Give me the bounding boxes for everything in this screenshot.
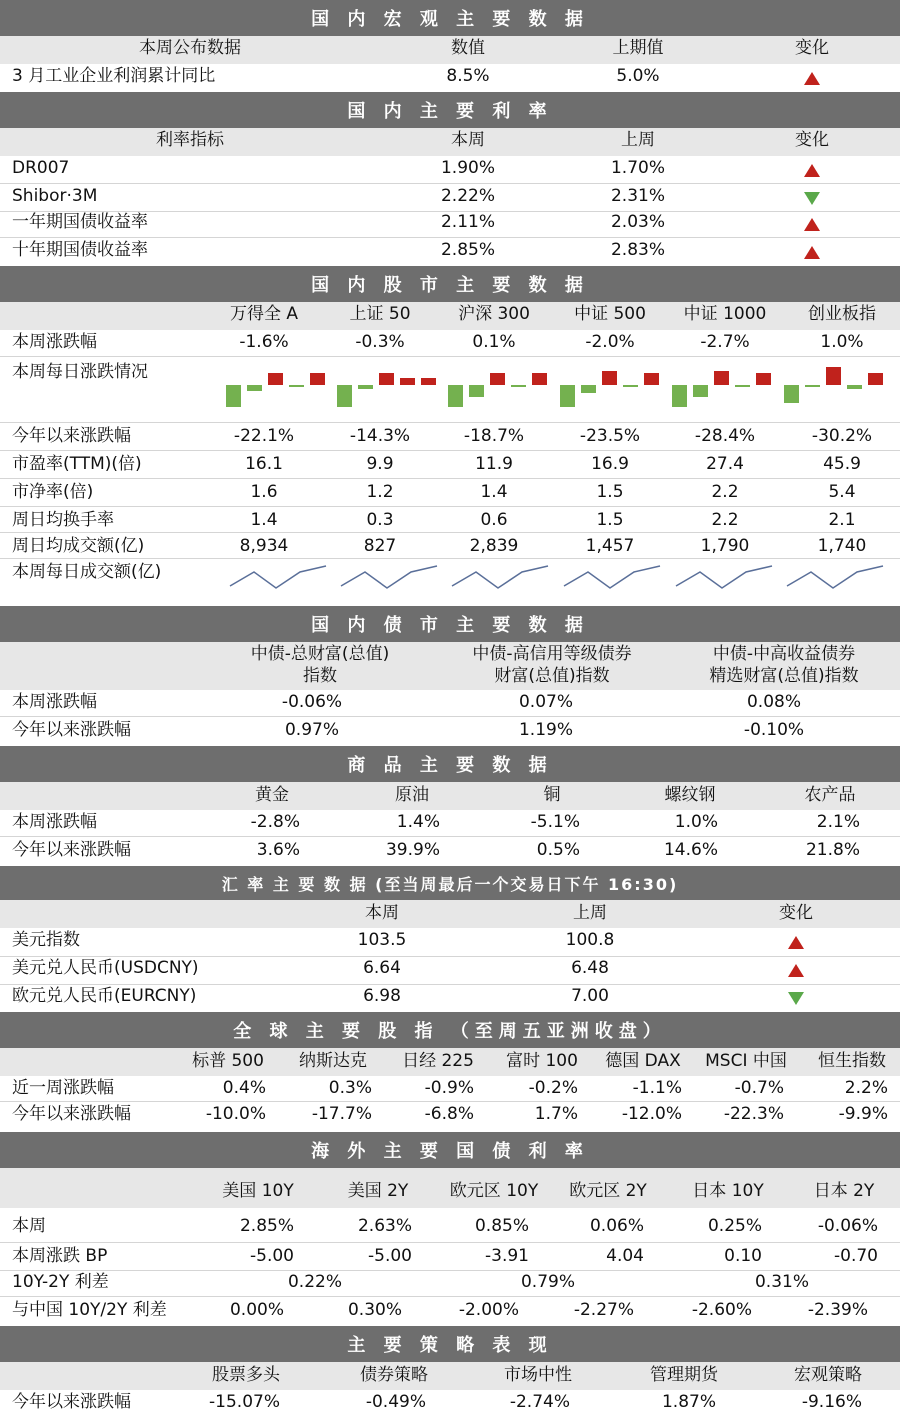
value-cell: 39.9% — [385, 840, 440, 860]
daily-change-bar — [644, 373, 659, 385]
value-cell: 1.6 — [250, 482, 278, 502]
daily-change-bar — [847, 385, 862, 389]
value-cell: 11.9 — [475, 454, 513, 474]
value-cell: 0.07% — [518, 692, 574, 712]
row-label: 今年以来涨跌幅 — [12, 1392, 131, 1412]
row-label: 本周 — [12, 1216, 46, 1236]
column-header: 原油 — [395, 785, 429, 805]
value-cell: 0.85% — [474, 1216, 529, 1236]
column-header: 中证 500 — [574, 304, 646, 324]
column-header: 指数 — [303, 666, 337, 686]
section-title-overseas: 海 外 主 要 国 债 利 率 — [0, 1132, 900, 1168]
commodity-header-row — [0, 782, 900, 810]
column-header: 日经 225 — [402, 1051, 474, 1071]
value-cell: -0.10% — [743, 720, 805, 740]
value-cell: -2.39% — [807, 1300, 868, 1320]
row-label: 与中国 10Y/2Y 利差 — [12, 1300, 167, 1320]
arrow-down-icon — [804, 192, 820, 205]
row-divider — [0, 1270, 900, 1271]
row-divider — [0, 237, 900, 238]
row-divider — [0, 450, 900, 451]
row-label: 本周每日成交额(亿) — [12, 562, 162, 582]
column-header: 标普 500 — [192, 1051, 264, 1071]
value-cell: 8.5% — [446, 66, 490, 86]
value-cell: 0.97% — [284, 720, 340, 740]
value-cell: 0.25% — [707, 1216, 762, 1236]
column-header: 中债-中高收益债券 — [712, 644, 856, 664]
value-cell: -0.06% — [281, 692, 343, 712]
row-divider — [0, 506, 900, 507]
daily-change-bar — [400, 378, 415, 385]
row-label: 本周涨跌幅 — [12, 812, 97, 832]
value-cell: 1.5 — [596, 482, 624, 502]
row-divider — [0, 1242, 900, 1243]
daily-change-bar — [672, 385, 687, 407]
daily-change-bar — [693, 385, 708, 397]
value-cell: 16.1 — [245, 454, 283, 474]
daily-change-bar — [337, 385, 352, 407]
row-label: 今年以来涨跌幅 — [12, 426, 131, 446]
row-divider — [0, 183, 900, 184]
value-cell: -2.27% — [573, 1300, 634, 1320]
column-header: 上期值 — [612, 38, 664, 58]
arrow-up-icon — [804, 218, 820, 231]
column-header: 市场中性 — [504, 1365, 572, 1385]
column-header: 中债-高信用等级债券 — [472, 644, 632, 664]
daily-change-bar — [490, 373, 505, 385]
row-label: 美元指数 — [12, 930, 80, 950]
value-cell: -6.8% — [424, 1104, 474, 1124]
value-cell: 1,790 — [700, 536, 750, 556]
value-cell: 2.1% — [816, 812, 860, 832]
value-cell: 0.22% — [287, 1272, 343, 1292]
column-header: 农产品 — [804, 785, 856, 805]
arrow-up-icon — [804, 246, 820, 259]
value-cell: 2.2 — [711, 482, 739, 502]
value-cell: -15.07% — [209, 1392, 280, 1412]
daily-change-bar — [379, 373, 394, 385]
value-cell: 0.5% — [536, 840, 580, 860]
column-header: 中证 1000 — [683, 304, 767, 324]
daily-amount-sparkline — [564, 566, 664, 596]
value-cell: -18.7% — [463, 426, 525, 446]
value-cell: 6.48 — [571, 958, 609, 978]
column-header: 日本 10Y — [692, 1181, 764, 1201]
daily-change-bar — [735, 385, 750, 387]
column-header: 上证 50 — [349, 304, 411, 324]
value-cell: 45.9 — [823, 454, 861, 474]
value-cell: 2.22% — [440, 186, 496, 206]
column-header: 宏观策略 — [794, 1365, 862, 1385]
column-header: 富时 100 — [506, 1051, 578, 1071]
row-label: 今年以来涨跌幅 — [12, 720, 131, 740]
value-cell: -5.00 — [250, 1246, 294, 1266]
value-cell: 2,839 — [469, 536, 519, 556]
row-label: 本周每日涨跌情况 — [12, 362, 148, 382]
column-header: 欧元区 2Y — [569, 1181, 647, 1201]
value-cell: 2.1 — [828, 510, 856, 530]
column-header: 数值 — [451, 38, 485, 58]
daily-change-bar — [756, 373, 771, 385]
daily-change-bar — [826, 367, 841, 385]
value-cell: -22.3% — [723, 1104, 784, 1124]
column-header: 沪深 300 — [458, 304, 530, 324]
column-header: 债券策略 — [360, 1365, 428, 1385]
value-cell: 5.4 — [828, 482, 856, 502]
arrow-down-icon — [788, 992, 804, 1005]
row-label: 周日均换手率 — [12, 510, 114, 530]
column-header: 中债-总财富(总值) — [250, 644, 390, 664]
rates-header-row — [0, 128, 900, 156]
row-divider — [0, 422, 900, 423]
value-cell: 2.63% — [357, 1216, 412, 1236]
column-header: 本周公布数据 — [139, 38, 241, 58]
column-header: 变化 — [795, 130, 829, 150]
row-label: 近一周涨跌幅 — [12, 1078, 114, 1098]
row-label: 市净率(倍) — [12, 482, 94, 502]
column-header: 利率指标 — [156, 130, 224, 150]
row-divider — [0, 1296, 900, 1297]
column-header: 变化 — [795, 38, 829, 58]
row-label: DR007 — [12, 158, 70, 178]
value-cell: -17.7% — [311, 1104, 372, 1124]
column-header: 铜 — [543, 785, 561, 805]
value-cell: 2.85% — [239, 1216, 294, 1236]
value-cell: -14.3% — [349, 426, 411, 446]
section-title-bond: 国 内 债 市 主 要 数 据 — [0, 606, 900, 642]
value-cell: 5.0% — [616, 66, 660, 86]
row-label: 一年期国债收益率 — [12, 212, 148, 232]
value-cell: -30.2% — [811, 426, 873, 446]
row-label: 今年以来涨跌幅 — [12, 840, 131, 860]
daily-change-bar — [421, 378, 436, 385]
value-cell: -0.06% — [817, 1216, 878, 1236]
daily-change-bar — [581, 385, 596, 393]
value-cell: -3.91 — [485, 1246, 529, 1266]
value-cell: 7.00 — [571, 986, 609, 1006]
value-cell: 0.30% — [347, 1300, 402, 1320]
daily-change-bar — [448, 385, 463, 407]
row-label: 本周涨跌幅 — [12, 332, 97, 352]
column-header: 上周 — [573, 903, 607, 923]
value-cell: -23.5% — [579, 426, 641, 446]
daily-change-bar — [805, 385, 820, 387]
value-cell: 0.08% — [746, 692, 802, 712]
row-label: 十年期国债收益率 — [12, 240, 148, 260]
value-cell: 4.04 — [606, 1246, 644, 1266]
fx-header-row — [0, 900, 900, 928]
value-cell: -0.7% — [734, 1078, 784, 1098]
daily-change-bar — [511, 385, 526, 387]
column-header: 螺纹钢 — [664, 785, 716, 805]
value-cell: -2.74% — [509, 1392, 570, 1412]
value-cell: -0.3% — [355, 332, 405, 352]
value-cell: 8,934 — [239, 536, 289, 556]
column-header: 黄金 — [255, 785, 289, 805]
row-divider — [0, 836, 900, 837]
column-header: 创业板指 — [808, 304, 876, 324]
value-cell: 827 — [363, 536, 397, 556]
row-label: 本周涨跌幅 — [12, 692, 97, 712]
value-cell: -1.6% — [239, 332, 289, 352]
row-divider — [0, 532, 900, 533]
row-label: 欧元兑人民币(EURCNY) — [12, 986, 197, 1006]
row-label: 市盈率(TTM)(倍) — [12, 454, 142, 474]
value-cell: -9.9% — [838, 1104, 888, 1124]
daily-amount-sparkline — [341, 566, 441, 596]
strategy-header-row — [0, 1362, 900, 1390]
daily-amount-sparkline — [676, 566, 776, 596]
value-cell: 3.6% — [256, 840, 300, 860]
value-cell: 6.98 — [363, 986, 401, 1006]
column-header: 日本 2Y — [813, 1181, 875, 1201]
value-cell: 6.64 — [363, 958, 401, 978]
column-header: 美国 10Y — [222, 1181, 294, 1201]
value-cell: 2.03% — [610, 212, 666, 232]
daily-change-bar — [784, 385, 799, 403]
value-cell: 1.90% — [440, 158, 496, 178]
column-header: 恒生指数 — [818, 1051, 886, 1071]
value-cell: -0.70 — [834, 1246, 878, 1266]
section-title-rates: 国 内 主 要 利 率 — [0, 92, 900, 128]
value-cell: 2.2 — [711, 510, 739, 530]
daily-change-bar — [714, 371, 729, 385]
value-cell: 1,457 — [585, 536, 635, 556]
row-divider — [0, 478, 900, 479]
value-cell: 1.4% — [396, 812, 440, 832]
section-title-global: 全 球 主 要 股 指 （至周五亚洲收盘） — [0, 1012, 900, 1048]
value-cell: -0.9% — [424, 1078, 474, 1098]
value-cell: -28.4% — [694, 426, 756, 446]
column-header: 欧元区 10Y — [449, 1181, 539, 1201]
daily-change-bar — [247, 385, 262, 391]
value-cell: 1.7% — [534, 1104, 578, 1124]
arrow-up-icon — [804, 72, 820, 85]
daily-change-bar — [602, 371, 617, 385]
value-cell: 1.2 — [366, 482, 394, 502]
daily-change-bar — [310, 373, 325, 385]
column-header: MSCI 中国 — [705, 1051, 787, 1071]
arrow-up-icon — [804, 164, 820, 177]
value-cell: 1.70% — [610, 158, 666, 178]
daily-change-bar — [358, 385, 373, 389]
row-divider — [0, 1101, 900, 1102]
value-cell: -0.2% — [528, 1078, 578, 1098]
value-cell: 103.5 — [357, 930, 407, 950]
value-cell: -2.0% — [585, 332, 635, 352]
section-title-stock: 国 内 股 市 主 要 数 据 — [0, 266, 900, 302]
value-cell: -9.16% — [801, 1392, 862, 1412]
column-header: 德国 DAX — [605, 1051, 681, 1071]
value-cell: 2.85% — [440, 240, 496, 260]
column-header: 本周 — [365, 903, 399, 923]
value-cell: 1,740 — [817, 536, 867, 556]
value-cell: -1.1% — [632, 1078, 682, 1098]
row-label: 10Y-2Y 利差 — [12, 1272, 109, 1292]
column-header: 财富(总值)指数 — [494, 666, 610, 686]
row-divider — [0, 716, 900, 717]
arrow-up-icon — [788, 964, 804, 977]
daily-change-bar — [868, 373, 883, 385]
value-cell: 1.0% — [674, 812, 718, 832]
value-cell: 21.8% — [805, 840, 860, 860]
daily-amount-sparkline — [452, 566, 552, 596]
value-cell: 16.9 — [591, 454, 629, 474]
column-header: 股票多头 — [212, 1365, 280, 1385]
daily-change-bar — [289, 385, 304, 387]
row-label: 今年以来涨跌幅 — [12, 1104, 131, 1124]
daily-amount-sparkline — [787, 566, 887, 596]
value-cell: 0.31% — [754, 1272, 810, 1292]
value-cell: -2.7% — [700, 332, 750, 352]
column-header: 管理期货 — [650, 1365, 718, 1385]
value-cell: -2.60% — [691, 1300, 752, 1320]
section-title-strategy: 主 要 策 略 表 现 — [0, 1326, 900, 1362]
value-cell: 1.4 — [250, 510, 278, 530]
value-cell: -22.1% — [233, 426, 295, 446]
value-cell: 2.2% — [844, 1078, 888, 1098]
value-cell: 0.4% — [222, 1078, 266, 1098]
value-cell: 0.00% — [229, 1300, 284, 1320]
value-cell: 2.83% — [610, 240, 666, 260]
section-title-commodity: 商 品 主 要 数 据 — [0, 746, 900, 782]
value-cell: -2.8% — [250, 812, 300, 832]
arrow-up-icon — [788, 936, 804, 949]
value-cell: 1.4 — [480, 482, 508, 502]
value-cell: 0.6 — [480, 510, 508, 530]
value-cell: 1.87% — [661, 1392, 716, 1412]
value-cell: 27.4 — [706, 454, 744, 474]
value-cell: -12.0% — [621, 1104, 682, 1124]
value-cell: 0.1% — [472, 332, 516, 352]
daily-amount-sparkline — [230, 566, 330, 596]
daily-change-bar — [268, 373, 283, 385]
daily-change-bar — [560, 385, 575, 407]
column-header: 本周 — [451, 130, 485, 150]
column-header: 上周 — [621, 130, 655, 150]
row-label: Shibor·3M — [12, 186, 98, 206]
value-cell: 0.3% — [328, 1078, 372, 1098]
value-cell: 0.3 — [366, 510, 394, 530]
column-header: 精选财富(总值)指数 — [709, 666, 859, 686]
daily-change-bar — [532, 373, 547, 385]
value-cell: -5.00 — [368, 1246, 412, 1266]
value-cell: 14.6% — [663, 840, 718, 860]
column-header: 美国 2Y — [347, 1181, 409, 1201]
column-header: 纳斯达克 — [299, 1051, 367, 1071]
value-cell: 1.19% — [518, 720, 574, 740]
column-header: 变化 — [779, 903, 813, 923]
row-label: 美元兑人民币(USDCNY) — [12, 958, 199, 978]
value-cell: 0.10 — [724, 1246, 762, 1266]
value-cell: 1.0% — [820, 332, 864, 352]
value-cell: 100.8 — [565, 930, 615, 950]
daily-change-bar — [226, 385, 241, 407]
daily-change-bar — [623, 385, 638, 387]
row-label: 周日均成交额(亿) — [12, 536, 145, 556]
value-cell: 2.31% — [610, 186, 666, 206]
value-cell: -2.00% — [458, 1300, 519, 1320]
value-cell: -10.0% — [205, 1104, 266, 1124]
value-cell: 2.11% — [440, 212, 496, 232]
value-cell: 1.5 — [596, 510, 624, 530]
row-divider — [0, 956, 900, 957]
value-cell: -5.1% — [530, 812, 580, 832]
value-cell: 0.06% — [589, 1216, 644, 1236]
section-title-macro: 国 内 宏 观 主 要 数 据 — [0, 0, 900, 36]
macro-header-row — [0, 36, 900, 64]
row-divider — [0, 558, 900, 559]
column-header: 万得全 A — [229, 304, 299, 324]
row-label: 本周涨跌 BP — [12, 1246, 108, 1266]
row-label: 3 月工业企业利润累计同比 — [12, 66, 216, 86]
value-cell: 9.9 — [366, 454, 394, 474]
daily-change-bar — [469, 385, 484, 397]
section-title-fx: 汇 率 主 要 数 据 (至当周最后一个交易日下午 16:30) — [0, 866, 900, 900]
row-divider — [0, 984, 900, 985]
value-cell: -0.49% — [365, 1392, 426, 1412]
row-divider — [0, 356, 900, 357]
value-cell: 0.79% — [520, 1272, 576, 1292]
